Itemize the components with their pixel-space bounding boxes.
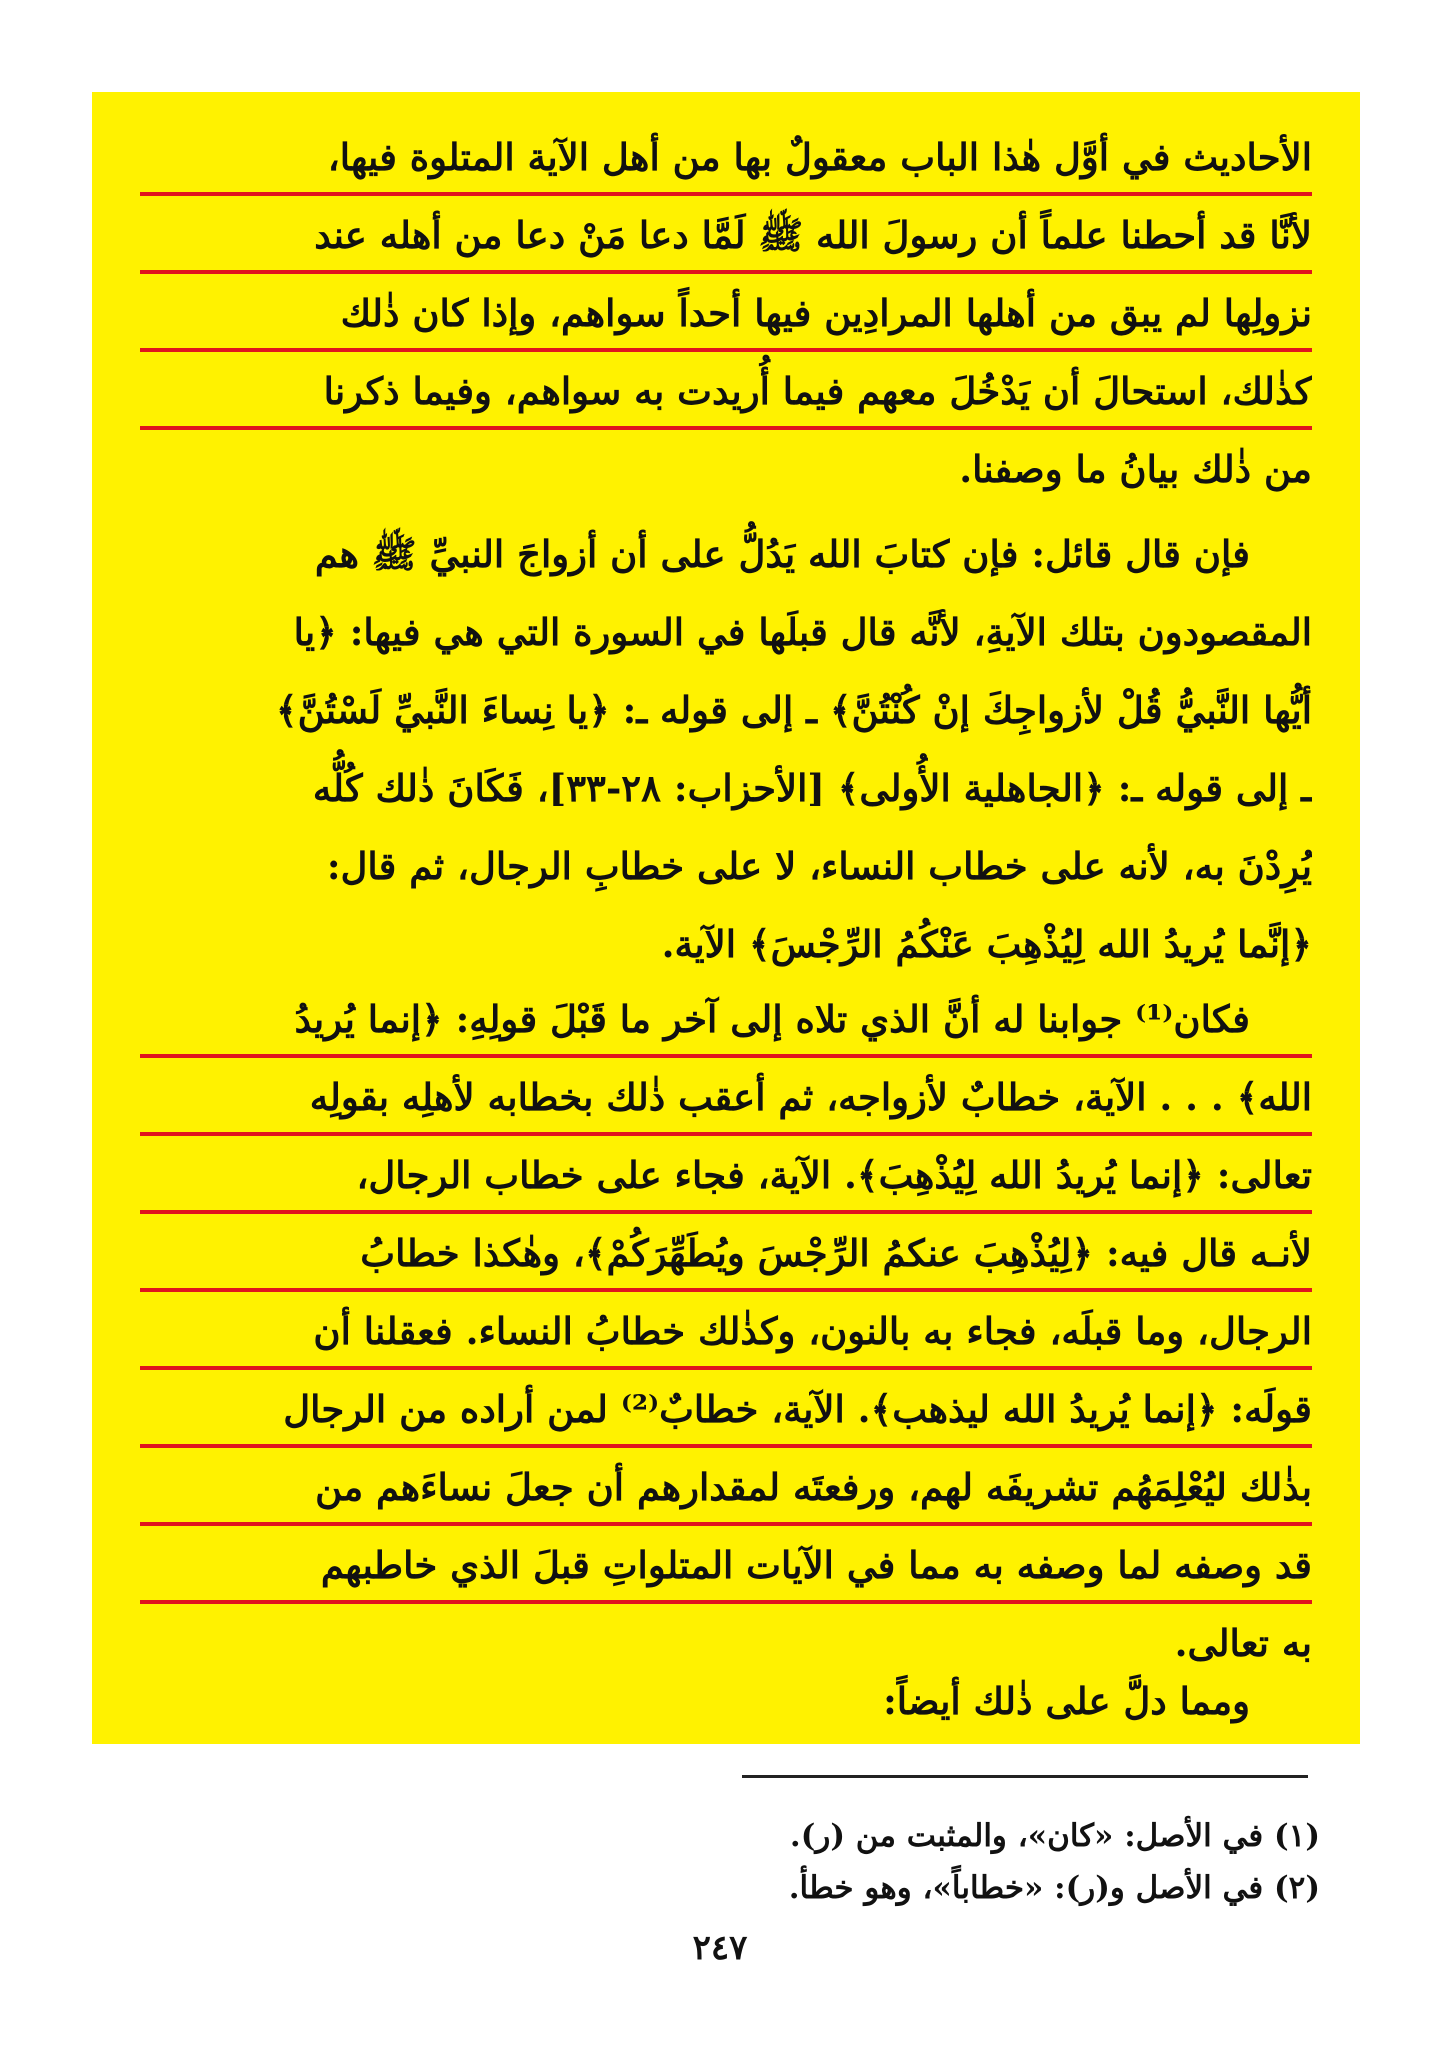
paragraph-3	[140, 980, 1312, 1682]
p2-line-4: ـ إلى قوله ـ: ﴿الجاهلية الأُولى﴾ [الأحزاب: ٢٨-٣٣]، فَكَانَ ذٰلك كُلُّه	[312, 766, 1312, 810]
p2-line-1-text: فإن كتابَ الله يَدُلُّ على أن أزواجَ النبيِّ ﷺ هم	[314, 532, 1019, 576]
p2-line-6: ﴿إنَّما يُريدُ الله لِيُذْهِبَ عَنْكُمُ الرِّجْسَ﴾ الآية.	[661, 922, 1312, 966]
p3-line-4: لأنـه قال فيه: ﴿لِيُذْهِبَ عنكمُ الرِّجْسَ ويُطَهِّرَكُمْ﴾، وهٰكذا خطابُ	[140, 1214, 1312, 1292]
footnote-2: (٢) في الأصل و(ر): «خطاباً»، وهو خطأ.	[788, 1870, 1320, 1906]
p3-line-2: الله﴾ . . . الآية، خطابٌ لأزواجه، ثم أعقب ذٰلك بخطابه لأهلِه بقولِه	[140, 1058, 1312, 1136]
paragraph-4	[140, 1662, 1312, 1740]
p2-line-1	[140, 515, 1312, 593]
p1-line-5: من ذٰلك بيانُ ما وصفنا.	[959, 430, 1312, 508]
paragraph-2	[140, 515, 1312, 983]
p1-line-3: نزولِها لم يبق من أهلها المرادِين فيها أحداً سواهم، وإذا كان ذٰلك	[140, 274, 1312, 352]
p2-line-2: المقصودون بتلك الآيةِ، لأنَّه قال قبلَها في السورة التي هي فيها: ﴿يا	[293, 610, 1312, 654]
p1-line-1: الأحاديث في أوَّل هٰذا الباب معقولٌ بها من أهل الآية المتلوة فيها،	[140, 118, 1312, 196]
footnote-1: (١) في الأصل: «كان»، والمثبت من (ر).	[789, 1818, 1320, 1854]
p1-line-4: كذٰلك، استحالَ أن يَدْخُلَ معهم فيما أُريدت به سواهم، وفيما ذكرنا	[140, 352, 1312, 430]
p3-line-3: تعالى: ﴿إنما يُريدُ الله لِيُذْهِبَ﴾. الآية، فجاء على خطاب الرجال،	[140, 1136, 1312, 1214]
p1-line-5-wrap	[140, 430, 1312, 508]
p4-line-wrap	[140, 1662, 1312, 1740]
footnote-separator	[742, 1775, 1308, 1778]
p2-opening: فإن قال قائل:	[1031, 515, 1250, 593]
footnotes	[500, 1810, 1320, 1914]
p3-line-7: بذٰلك ليُعْلِمَهُم تشريفَه لهم، ورفعتَه لمقدارهم أن جعلَ نساءَهم من	[140, 1448, 1312, 1526]
p2-line-5: يُرِدْنَ به، لأنه على خطاب النساء، لا على خطابِ الرجال، ثم قال:	[326, 844, 1312, 888]
p4-line: ومما دلَّ على ذٰلك أيضاً:	[883, 1662, 1250, 1740]
p3-line-5: الرجال، وما قبلَه، فجاء به بالنون، وكذٰلك خطابُ النساء. فعقلنا أن	[140, 1292, 1312, 1370]
page-number: ٢٤٧	[692, 1928, 748, 1968]
p2-line-3: أيُّها النَّبيُّ قُلْ لأزواجِكَ إنْ كُنْتُنَّ﴾ ـ إلى قوله ـ: ﴿يا نِساءَ النَّبيِّ لَسْتُنَّ﴾	[275, 688, 1312, 732]
p1-line-2: لأنَّا قد أحطنا علماً أن رسولَ الله ﷺ لَمَّا دعا مَنْ دعا من أهله عند	[140, 196, 1312, 274]
p3-line-8: قد وصفه لما وصفه به مما في الآيات المتلواتِ قبلَ الذي خاطبهم	[140, 1526, 1312, 1604]
p3-line-9: به تعالى.	[1175, 1604, 1312, 1682]
p3-line-6: قولَه: ﴿إنما يُريدُ الله ليذهب﴾. الآية، خطابٌ⁽²⁾ لمن أراده من الرجال	[140, 1370, 1312, 1448]
paragraph-1	[140, 118, 1312, 508]
p3-line-1: فكان⁽¹⁾ جوابنا له أنَّ الذي تلاه إلى آخر ما قَبْلَ قولِهِ: ﴿إنما يُريدُ	[140, 980, 1312, 1058]
